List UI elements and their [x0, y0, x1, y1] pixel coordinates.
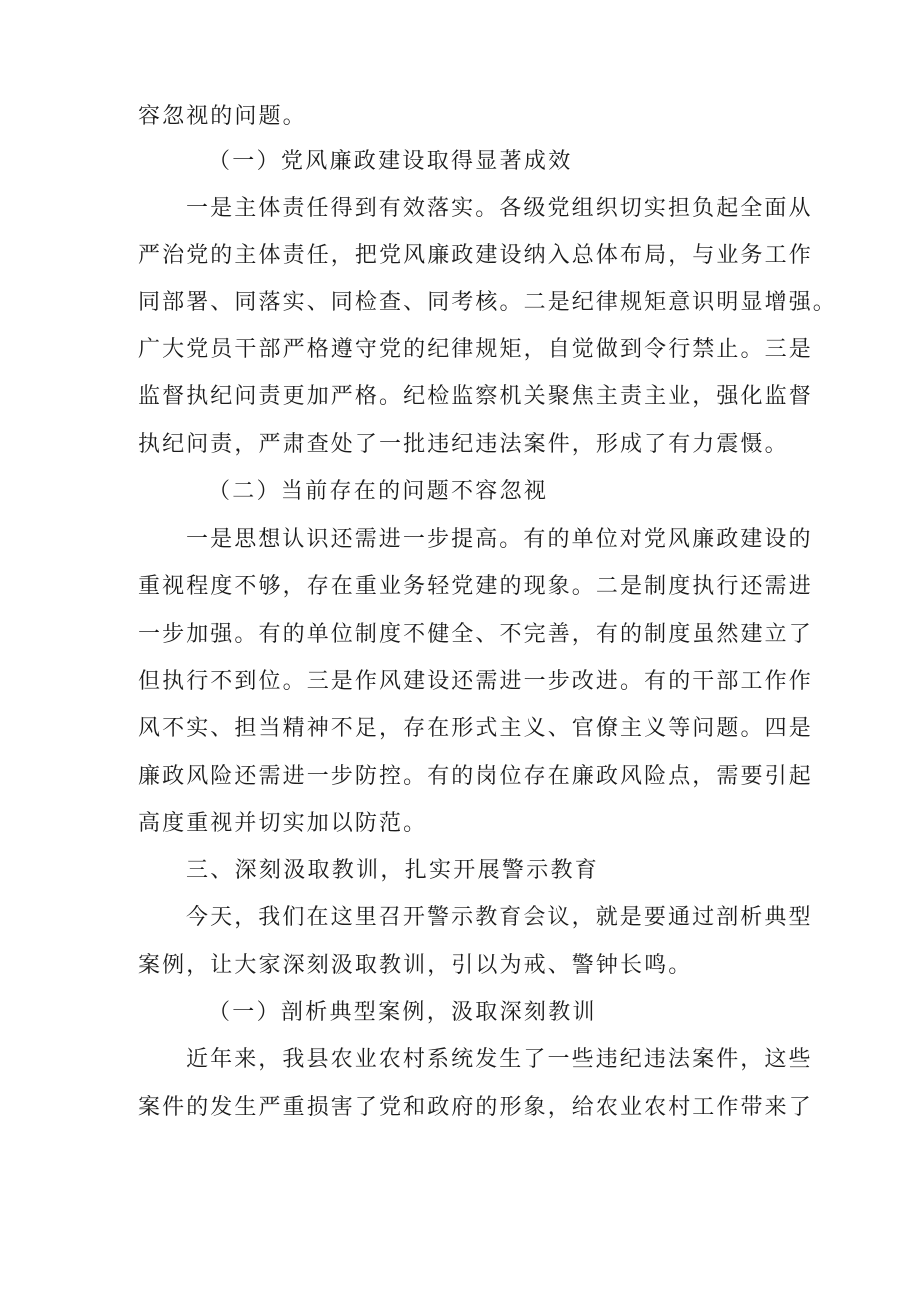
text-line: 一是主体责任得到有效落实。各级党组织切实担负起全面从 [186, 196, 813, 221]
text-line: 近年来，我县农业农村系统发生了一些违纪违法案件，这些 [186, 1047, 813, 1072]
text-line: 广大党员干部严格遵守党的纪律规矩，自觉做到令行禁止。三是 [138, 337, 813, 362]
text-line: 廉政风险还需进一步防控。有的岗位存在廉政风险点，需要引起 [138, 764, 813, 789]
section-heading: （一）剖析典型案例，汲取深刻教训 [208, 1000, 597, 1025]
section-heading: （一）党风廉政建设取得显著成效 [208, 149, 573, 174]
text-line: 执纪问责，严肃查处了一批违纪违法案件，形成了有力震慑。 [138, 432, 789, 457]
text-line: 高度重视并切实加以防范。 [138, 811, 428, 836]
chapter-heading: 三、深刻汲取教训，扎实开展警示教育 [186, 858, 600, 883]
section-heading: （二）当前存在的问题不容忽视 [208, 479, 549, 504]
text-line: 容忽视的问题。 [138, 104, 307, 129]
text-line: 监督执纪问责更加严格。纪检监察机关聚焦主责主业，强化监督 [138, 384, 813, 409]
text-line: 案例，让大家深刻汲取教训，引以为戒、警钟长鸣。 [138, 953, 693, 978]
text-line: 风不实、担当精神不足，存在形式主义、官僚主义等问题。四是 [138, 716, 813, 741]
text-line: 严治党的主体责任，把党风廉政建设纳入总体布局，与业务工作 [138, 243, 813, 268]
text-line: 同部署、同落实、同检查、同考核。二是纪律规矩意识明显增强。 [138, 290, 837, 315]
text-line: 重视程度不够，存在重业务轻党建的现象。二是制度执行还需进 [138, 574, 813, 599]
text-line: 一步加强。有的单位制度不健全、不完善，有的制度虽然建立了 [138, 622, 813, 647]
text-line: 一是思想认识还需进一步提高。有的单位对党风廉政建设的 [186, 527, 813, 552]
text-line: 今天，我们在这里召开警示教育会议，就是要通过剖析典型 [186, 905, 813, 930]
text-line: 但执行不到位。三是作风建设还需进一步改进。有的干部工作作 [138, 669, 813, 694]
text-line: 案件的发生严重损害了党和政府的形象，给农业农村工作带来了 [138, 1095, 813, 1120]
